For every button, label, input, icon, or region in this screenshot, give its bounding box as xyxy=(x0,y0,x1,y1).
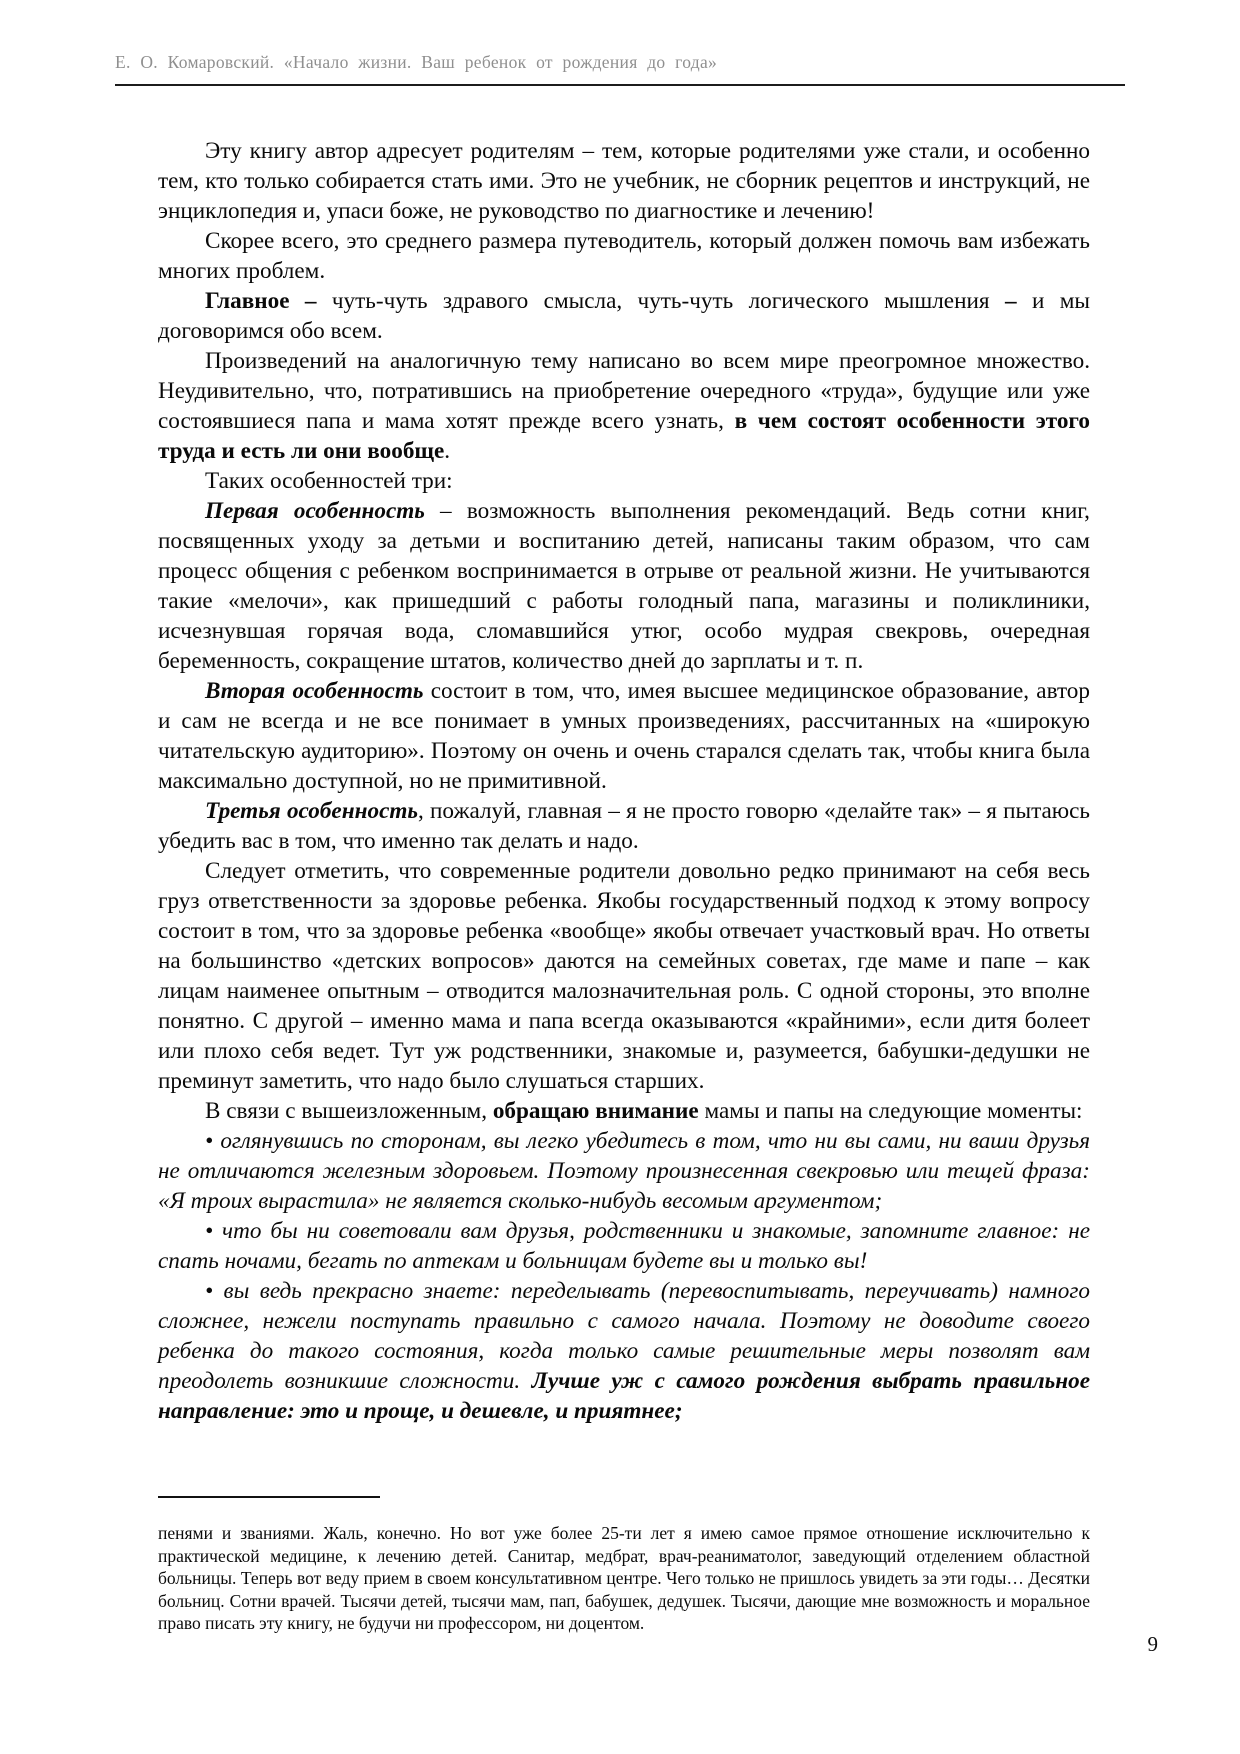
text-segment: состоит в том, что, имея высшее медицинское образование, автор и сам не всегда и не все понимает в умных произведениях, рассчитанных на «широкую читательскую аудиторию». Поэтому он очень и очень старался сделать так, чтобы книга была максимально доступной, но не примитивной. xyxy=(158,678,1090,794)
text-segment: Таких особенностей три: xyxy=(205,468,453,494)
paragraph xyxy=(158,136,1090,226)
text-segment: в чем состоят особенности этого труда и есть ли они вообще xyxy=(158,408,1090,464)
paragraph xyxy=(158,226,1090,286)
text-segment: Скорее всего, это среднего размера путеводитель, который должен помочь вам избежать многих проблем. xyxy=(158,228,1090,284)
footnote-separator xyxy=(158,1496,380,1498)
paragraph xyxy=(158,1096,1090,1126)
running-header: Е. О. Комаровский. «Начало жизни. Ваш ребенок от рождения до года» xyxy=(115,52,718,72)
text-segment: • вы ведь прекрасно знаете: переделывать (перевоспитывать, переучивать) намного сложнее, нежели поступать правильно с самого начала. Поэтому не доводите своего ребенка до такого состояния, когда только самые решительные меры позволят вам преодолеть возникшие сложности. xyxy=(158,1278,1090,1394)
paragraph xyxy=(158,1216,1090,1276)
text-segment: мамы и папы на следующие моменты: xyxy=(698,1098,1083,1124)
paragraph xyxy=(158,496,1090,676)
paragraph xyxy=(158,676,1090,796)
text-segment: Третья особенность xyxy=(205,798,418,824)
text-segment: обращаю внимание xyxy=(492,1098,699,1124)
paragraph xyxy=(158,466,1090,496)
paragraph xyxy=(158,856,1090,1096)
page-number: 9 xyxy=(1147,1632,1158,1656)
header-rule xyxy=(115,84,1125,86)
text-segment: – xyxy=(1004,288,1017,314)
footnote-text: пенями и званиями. Жаль, конечно. Но вот уже более 25-ти лет я имею самое прямое отношение исключительно к практической медицине, к лечению детей. Санитар, медбрат, врач-реаниматолог, заведующий отделением областной больницы. Теперь вот веду прием в своем консультативном центре. Чего только не пришлось увидеть за эти годы… Десятки больниц. Сотни врачей. Тысячи детей, тысячи мам, пап, бабушек, дедушек. Тысячи, дающие мне возможность и моральное право писать эту книгу, не будучи ни профессором, ни доцентом. xyxy=(158,1523,1090,1633)
body-text xyxy=(158,136,1090,1426)
text-segment: чуть-чуть здравого смысла, чуть-чуть логического мышления xyxy=(316,288,1005,314)
text-segment: и мы договоримся обо всем. xyxy=(158,288,1090,344)
text-segment: Главное – xyxy=(205,288,317,314)
paragraph xyxy=(158,1276,1090,1426)
text-segment: Следует отметить, что современные родители довольно редко принимают на себя весь груз ответственности за здоровье ребенка. Якобы государственный подход к этому вопросу состоит в том, что за здоровье ребенка «вообще» якобы отвечает участковый врач. Но ответы на большинство «детских вопросов» даются на семейных советах, где маме и папе – как лицам наименее опытным – отводится малозначительная роль. С одной стороны, это вполне понятно. С другой – именно мама и папа всегда оказываются «крайними», если дитя болеет или плохо себя ведет. Тут уж родственники, знакомые и, разумеется, бабушки-дедушки не преминут заметить, что надо было слушаться старших. xyxy=(158,858,1090,1094)
text-segment: Произведений на аналогичную тему написано во всем мире преогромное множество. Неудивительно, что, потратившись на приобретение очередного «труда», будущие или уже состоявшиеся папа и мама хотят прежде всего узнать, xyxy=(158,348,1090,434)
text-segment: • что бы ни советовали вам друзья, родственники и знакомые, запомните главное: не спать ночами, бегать по аптекам и больницам будете вы и только вы! xyxy=(158,1218,1090,1274)
text-segment: – возможность выполнения рекомендаций. Ведь сотни книг, посвященных уходу за детьми и воспитанию детей, написаны таким образом, что сам процесс общения с ребенком воспринимается в отрыве от реальной жизни. Не учитываются такие «мелочи», как пришедший с работы голодный папа, магазины и поликлиники, исчезнувшая горячая вода, сломавшийся утюг, особо мудрая свекровь, очередная беременность, сокращение штатов, количество дней до зарплаты и т. п. xyxy=(158,498,1090,674)
text-segment: Первая особенность xyxy=(205,498,425,524)
text-segment: Лучше уж с самого рождения выбрать правильное направление: это и проще, и дешевле, и приятнее; xyxy=(158,1368,1090,1424)
text-segment: . xyxy=(444,438,451,464)
text-segment: Вторая особенность xyxy=(205,678,424,704)
text-segment: В связи с вышеизложенным, xyxy=(205,1098,493,1124)
paragraph xyxy=(158,346,1090,466)
text-segment: Эту книгу автор адресует родителям – тем, которые родителями уже стали, и особенно тем, кто только собирается стать ими. Это не учебник, не сборник рецептов и инструкций, не энциклопедия и, упаси боже, не руководство по диагностике и лечению! xyxy=(158,138,1090,224)
paragraph xyxy=(158,1126,1090,1216)
paragraph xyxy=(158,796,1090,856)
paragraph xyxy=(158,286,1090,346)
text-segment: , пожалуй, главная – я не просто говорю «делайте так» – я пытаюсь убедить вас в том, что именно так делать и надо. xyxy=(158,798,1090,854)
text-segment: • оглянувшись по сторонам, вы легко убедитесь в том, что ни вы сами, ни ваши друзья не отличаются железным здоровьем. Поэтому произнесенная свекровью или тещей фраза: «Я троих вырастила» не является сколько-нибудь весомым аргументом; xyxy=(158,1128,1090,1214)
